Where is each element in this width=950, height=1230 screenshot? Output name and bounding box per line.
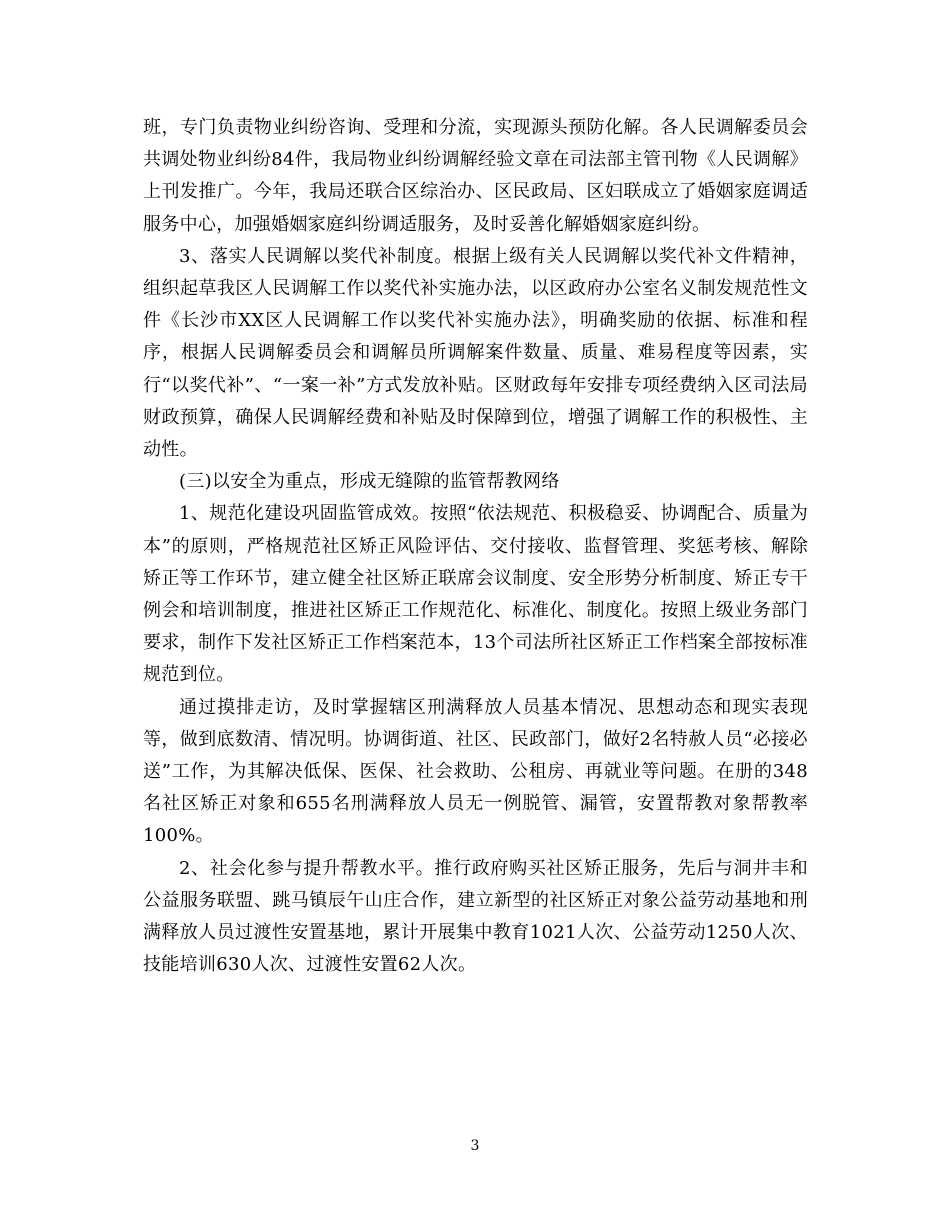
- section-heading-3: (三)以安全为重点，形成无缝隙的监管帮教网络: [179, 471, 560, 493]
- paragraph-socialization: 2、社会化参与提升帮教水平。推行政府购买社区矫正服务，先后与洞井丰和公益服务联盟、跳马镇辰午山庄合作，建立新型的社区矫正对象公益劳动基地和刑满释放人员过渡性安置基地，累计开展集中教育1021人次、公益劳动1250人次、技能培训630人次、过渡性安置62人次。: [143, 857, 808, 976]
- paragraph-standardization: 1、规范化建设巩固监管成效。按照“依法规范、积极稳妥、协调配合、质量为本”的原则，严格规范社区矫正风险评估、交付接收、监督管理、奖惩考核、解除矫正等工作环节，建立健全社区矫正联席会议制度、安全形势分析制度、矫正专干例会和培训制度，推进社区矫正工作规范化、标准化、制度化。按照上级业务部门要求，制作下发社区矫正工作档案范本，13个司法所社区矫正工作档案全部按标准规范到位。: [143, 503, 808, 686]
- paragraph-continuation: 班，专门负责物业纠纷咨询、受理和分流，实现源头预防化解。各人民调解委员会共调处物业纠纷84件，我局物业纠纷调解经验文章在司法部主管刊物《人民调解》上刊发推广。今年，我局还联合区综治办、区民政局、区妇联成立了婚姻家庭调适服务中心，加强婚姻家庭纠纷调适服务，及时妥善化解婚姻家庭纠纷。: [143, 117, 808, 235]
- page-number: 3: [470, 1138, 480, 1154]
- paragraph-visits: 通过摸排走访，及时掌握辖区刑满释放人员基本情况、思想动态和现实表现等，做到底数清、情况明。协调街道、社区、民政部门，做好2名特赦人员“必接必送”工作，为其解决低保、医保、社会救助、公租房、再就业等问题。在册的348名社区矫正对象和655名刑满释放人员无一例脱管、漏管，安置帮教对象帮教率100%。: [143, 696, 808, 847]
- document-body: [143, 112, 808, 981]
- paragraph-reward-subsidy: 3、落实人民调解以奖代补制度。根据上级有关人民调解以奖代补文件精神，组织起草我区人民调解工作以奖代补实施办法，以区政府办公室名义制发规范性文件《长沙市XX区人民调解工作以奖代补实施办法》，明确奖励的依据、标准和程序，根据人民调解委员会和调解员所调解案件数量、质量、难易程度等因素，实行“以奖代补”、“一案一补”方式发放补贴。区财政每年安排专项经费纳入区司法局财政预算，确保人民调解经费和补贴及时保障到位，增强了调解工作的积极性、主动性。: [143, 245, 808, 461]
